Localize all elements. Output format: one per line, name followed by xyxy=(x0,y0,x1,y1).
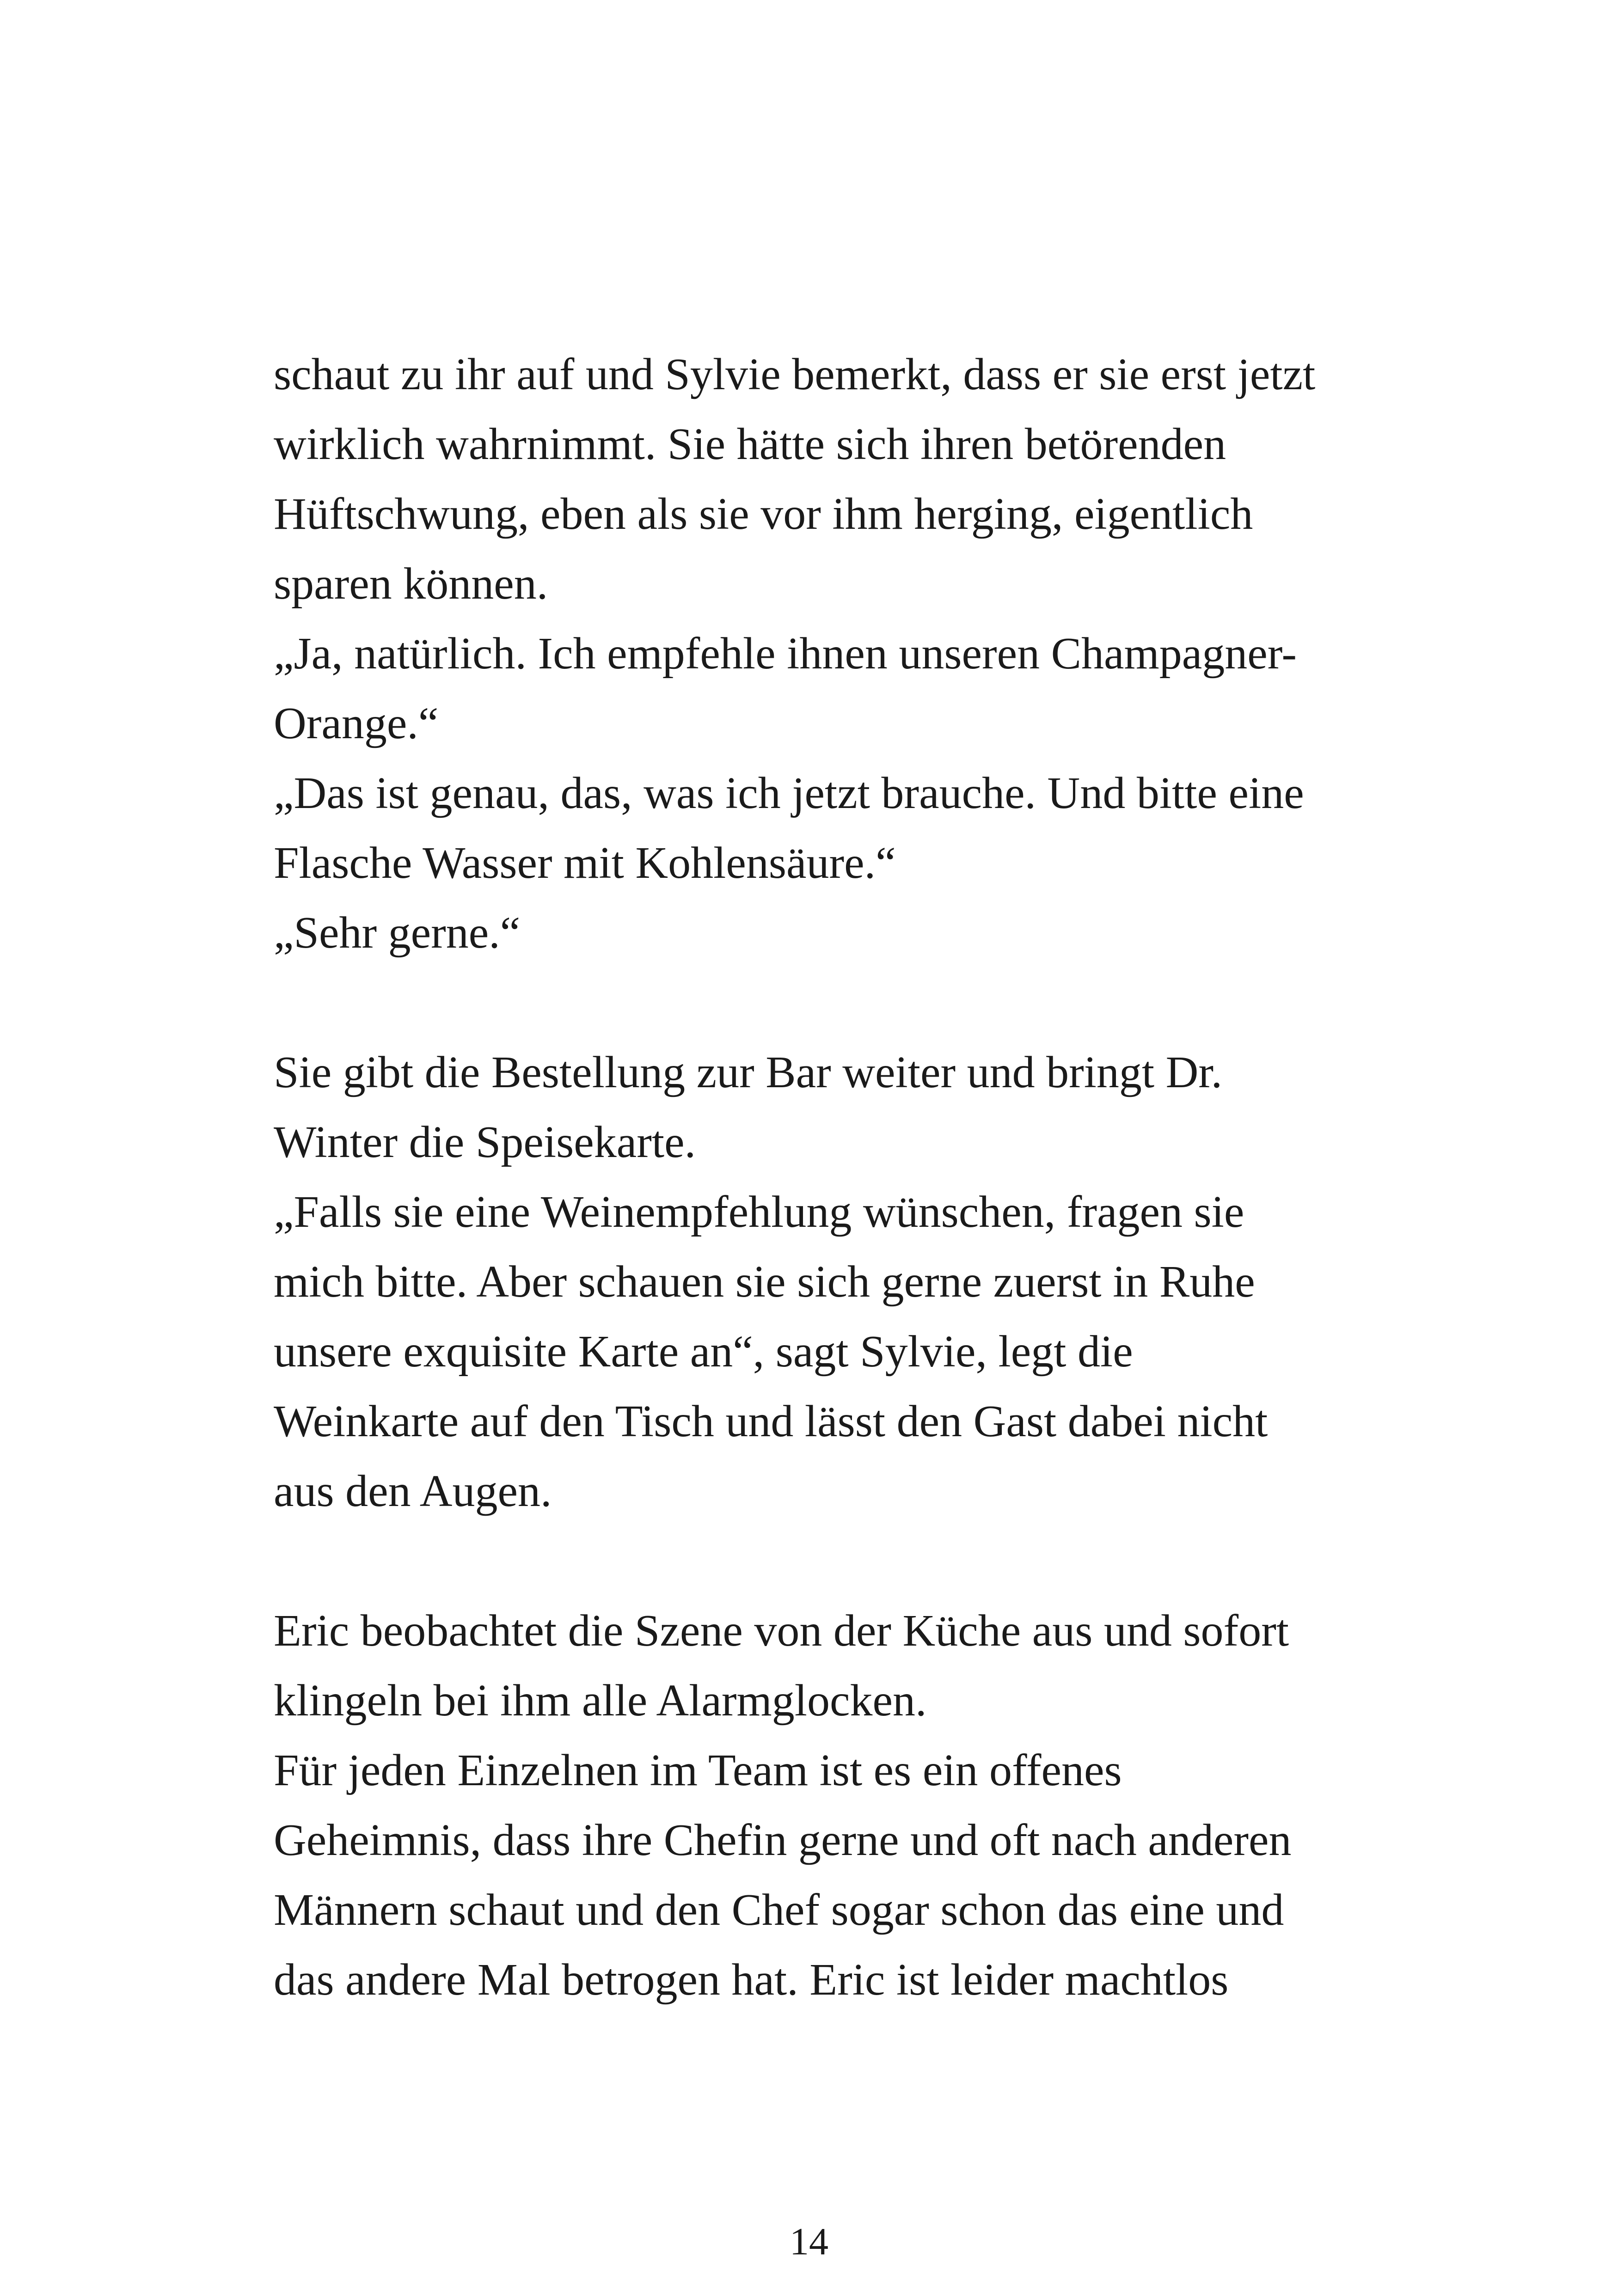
text-line: sparen können. xyxy=(274,559,548,609)
text-line: „Falls sie eine Weinempfehlung wünschen, fragen sie xyxy=(274,1187,1244,1237)
text-line: Flasche Wasser mit Kohlensäure.“ xyxy=(274,838,896,888)
text-line: Hüftschwung, eben als sie vor ihm herging, eigentlich xyxy=(274,489,1253,539)
text-line: aus den Augen. xyxy=(274,1466,552,1516)
body-text xyxy=(274,340,1411,2015)
text-line: „Das ist genau, das, was ich jetzt brauche. Und bitte eine xyxy=(274,768,1304,818)
text-line: Weinkarte auf den Tisch und lässt den Gast dabei nicht xyxy=(274,1396,1268,1446)
text-line: das andere Mal betrogen hat. Eric ist leider machtlos xyxy=(274,1955,1229,2005)
text-line: unsere exquisite Karte an“, sagt Sylvie, legt die xyxy=(274,1327,1133,1377)
text-line: Sie gibt die Bestellung zur Bar weiter und bringt Dr. xyxy=(274,1047,1223,1097)
text-line: Für jeden Einzelnen im Team ist es ein offenes xyxy=(274,1745,1122,1795)
paragraph-break xyxy=(274,968,1411,1038)
text-line: Eric beobachtet die Szene von der Küche aus und sofort xyxy=(274,1606,1289,1656)
text-line: „Ja, natürlich. Ich empfehle ihnen unseren Champagner- xyxy=(274,629,1297,679)
text-line: Männern schaut und den Chef sogar schon das eine und xyxy=(274,1885,1284,1935)
text-line: Winter die Speisekarte. xyxy=(274,1117,696,1167)
page-number: 14 xyxy=(790,2220,828,2263)
text-line: Geheimnis, dass ihre Chefin gerne und oft nach anderen xyxy=(274,1815,1292,1865)
text-line: klingeln bei ihm alle Alarmglocken. xyxy=(274,1676,927,1726)
text-line: wirklich wahrnimmt. Sie hätte sich ihren betörenden xyxy=(274,419,1226,469)
text-line: schaut zu ihr auf und Sylvie bemerkt, dass er sie erst jetzt xyxy=(274,349,1316,399)
text-line: mich bitte. Aber schauen sie sich gerne zuerst in Ruhe xyxy=(274,1257,1255,1307)
text-line: Orange.“ xyxy=(274,698,439,748)
text-line: „Sehr gerne.“ xyxy=(274,908,521,958)
paragraph-break xyxy=(274,1526,1411,1596)
